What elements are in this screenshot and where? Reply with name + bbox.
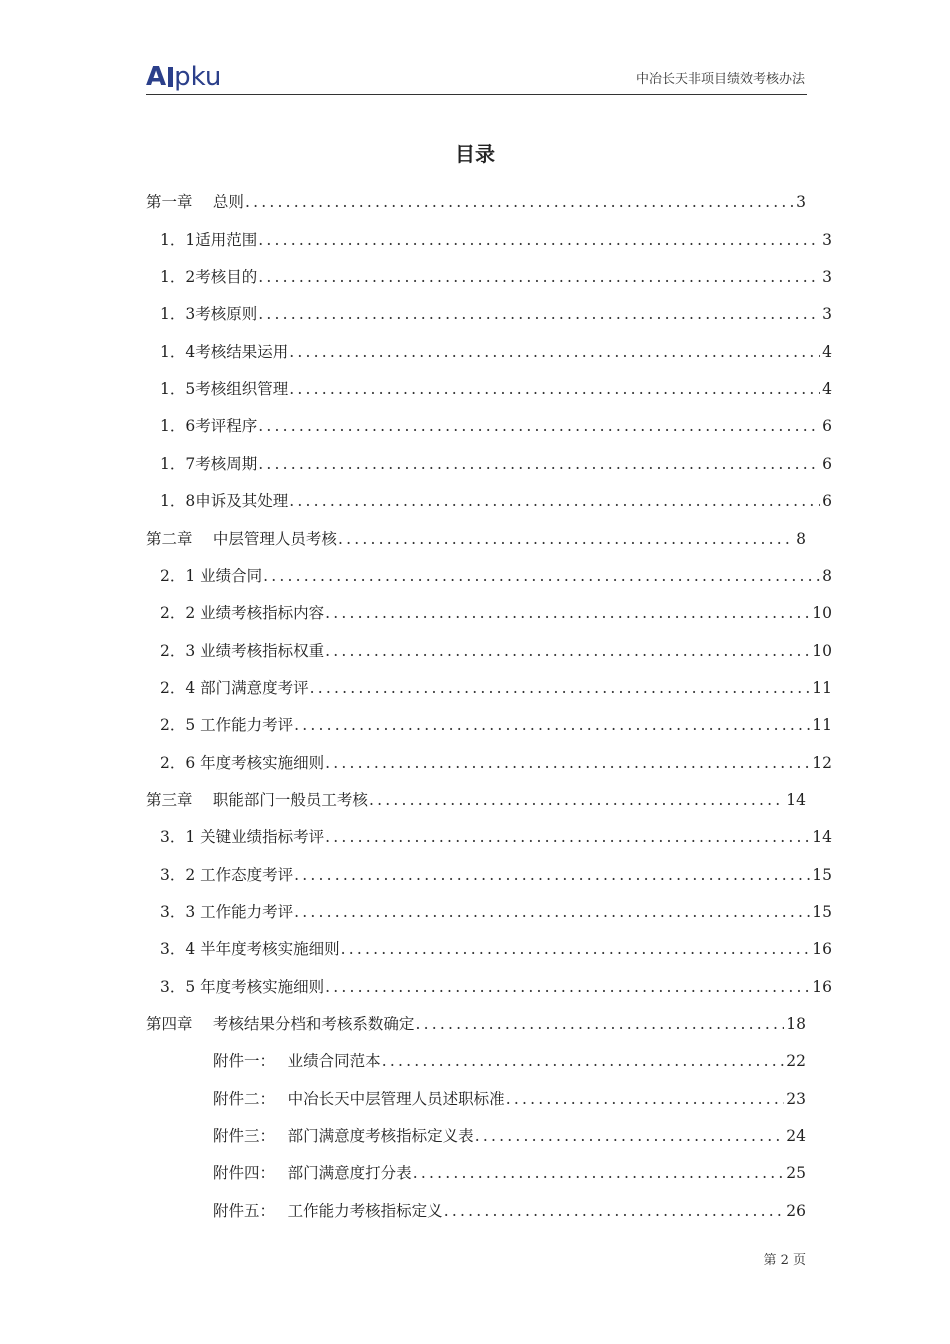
page-header [146, 58, 807, 95]
toc-entry-1-2[interactable]: 1．2考核目的 ..... 3 [160, 265, 832, 287]
toc-entry-3-4[interactable]: 3．4 半年度考核实施细则 ..... 16 [160, 937, 832, 959]
toc-entry-chapter-4[interactable]: 第四章 考核结果分档和考核系数确定 ..... 18 [146, 1012, 806, 1034]
toc-entry-appendix-5[interactable]: 附件五： 工作能力考核指标定义 ..... 26 [213, 1199, 806, 1221]
toc-entry-2-2[interactable]: 2．2 业绩考核指标内容 ..... 10 [160, 601, 832, 623]
toc-entry-chapter-2[interactable]: 第二章 中层管理人员考核 ..... 8 [146, 527, 806, 549]
page-number: 第 2 页 [763, 1253, 806, 1268]
document-title: 中冶长天非项目绩效考核办法 [635, 72, 805, 87]
toc-entry-2-1[interactable]: 2．1 业绩合同 ..... 8 [160, 564, 832, 586]
toc-entry-1-5[interactable]: 1．5考核组织管理 ..... 4 [160, 377, 832, 399]
toc-entry-1-8[interactable]: 1．8申诉及其处理 ..... 6 [160, 489, 832, 511]
toc-entry-chapter-3[interactable]: 第三章 职能部门一般员工考核 ..... 14 [146, 788, 806, 810]
toc-entry-2-5[interactable]: 2．5 工作能力考评 ..... 11 [160, 713, 832, 735]
toc-entry-1-1[interactable]: 1．1适用范围 ..... 3 [160, 228, 832, 250]
toc-entry-appendix-4[interactable]: 附件四： 部门满意度打分表 ..... 25 [213, 1161, 806, 1183]
toc-entry-3-2[interactable]: 3．2 工作态度考评 ..... 15 [160, 863, 832, 885]
toc-entry-2-4[interactable]: 2．4 部门满意度考评 ..... 11 [160, 676, 832, 698]
toc-heading: 目录 [455, 142, 495, 166]
toc-entry-1-7[interactable]: 1．7考核周期 ..... 6 [160, 452, 832, 474]
toc-entry-2-6[interactable]: 2．6 年度考核实施细则 ..... 12 [160, 751, 832, 773]
toc-entry-3-5[interactable]: 3．5 年度考核实施细则 ..... 16 [160, 975, 832, 997]
toc-entry-1-4[interactable]: 1．4考核结果运用 ..... 4 [160, 340, 832, 362]
toc-entry-appendix-3[interactable]: 附件三： 部门满意度考核指标定义表 ..... 24 [213, 1124, 806, 1146]
toc-entry-1-3[interactable]: 1．3考核原则 ..... 3 [160, 302, 832, 324]
toc-entry-appendix-1[interactable]: 附件一： 业绩合同范本 ..... 22 [213, 1049, 806, 1071]
toc-entry-appendix-2[interactable]: 附件二： 中冶长天中层管理人员述职标准 ..... 23 [213, 1087, 806, 1109]
toc-entry-3-3[interactable]: 3．3 工作能力考评 ..... 15 [160, 900, 832, 922]
toc-entry-chapter-1[interactable]: 第一章 总则 ..... 3 [146, 190, 806, 212]
toc-entry-2-3[interactable]: 2．3 业绩考核指标权重 ..... 10 [160, 639, 832, 661]
toc-entry-1-6[interactable]: 1．6考评程序 ..... 6 [160, 414, 832, 436]
toc-entry-3-1[interactable]: 3．1 关键业绩指标考评 ..... 14 [160, 825, 832, 847]
company-logo: A pku [146, 62, 222, 92]
